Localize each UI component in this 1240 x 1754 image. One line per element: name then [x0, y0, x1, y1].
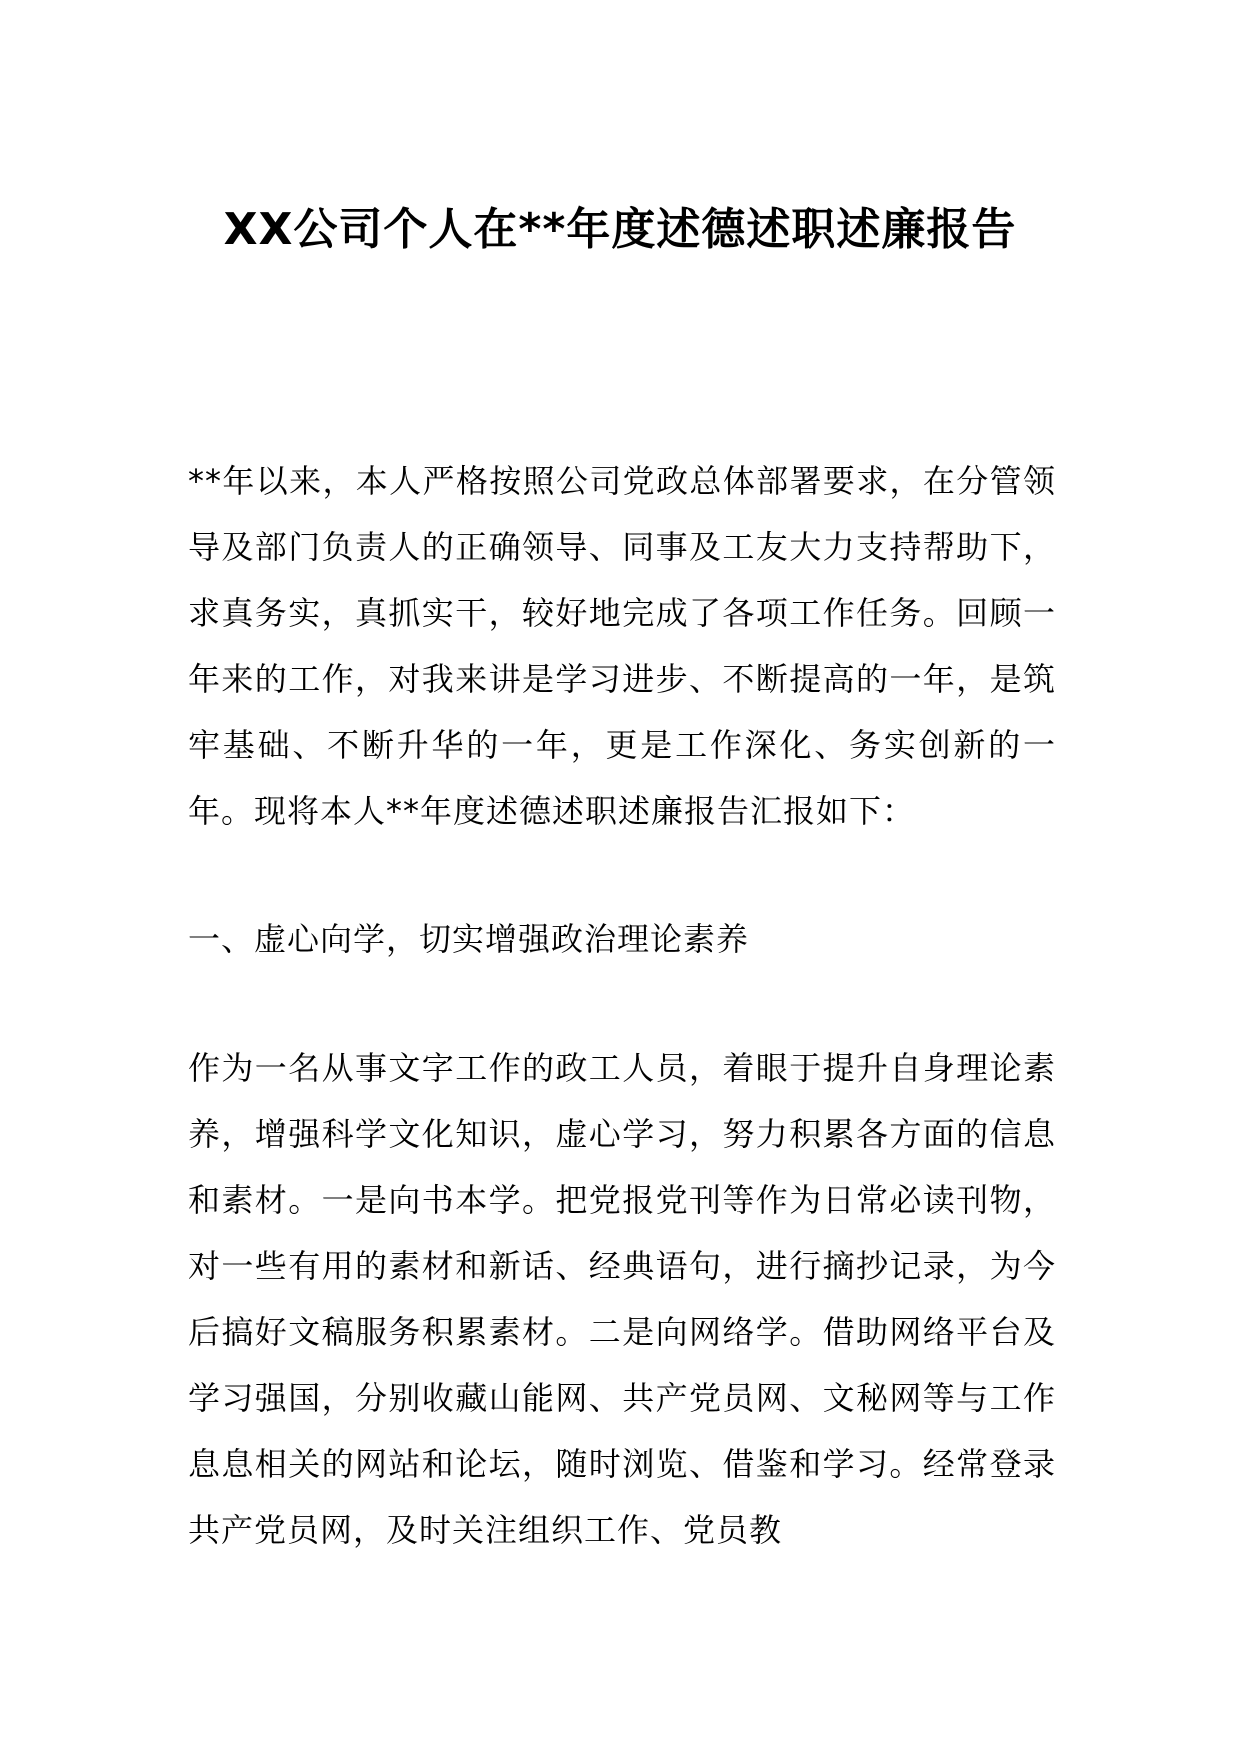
document-title: XX公司个人在**年度述德述职述廉报告 [223, 204, 1017, 255]
section-heading-1: 一、虚心向学，切实增强政治理论素养 [188, 920, 750, 958]
section-1-paragraph: 作为一名从事文字工作的政工人员，着眼于提升自身理论素养，增强科学文化知识，虚心学习，努力积累各方面的信息和素材。一是向书本学。把党报党刊等作为日常必读刊物，对一些有用的素材和新话、经典语句，进行摘抄记录，为今后搞好文稿服务积累素材。二是向网络学。借助网络平台及学习强国，分别收藏山能网、共产党员网、文秘网等与工作息息相关的网站和论坛，随时浏览、借鉴和学习。经常登录共产党员网，及时关注组织工作、党员教 [188, 1049, 1056, 1549]
intro-paragraph: **年以来，本人严格按照公司党政总体部署要求，在分管领导及部门负责人的正确领导、同事及工友大力支持帮助下，求真务实，真抓实干，较好地完成了各项工作任务。回顾一年来的工作，对我来讲是学习进步、不断提高的一年，是筑牢基础、不断升华的一年，更是工作深化、务实创新的一年。现将本人**年度述德述职述廉报告汇报如下： [188, 462, 1056, 830]
